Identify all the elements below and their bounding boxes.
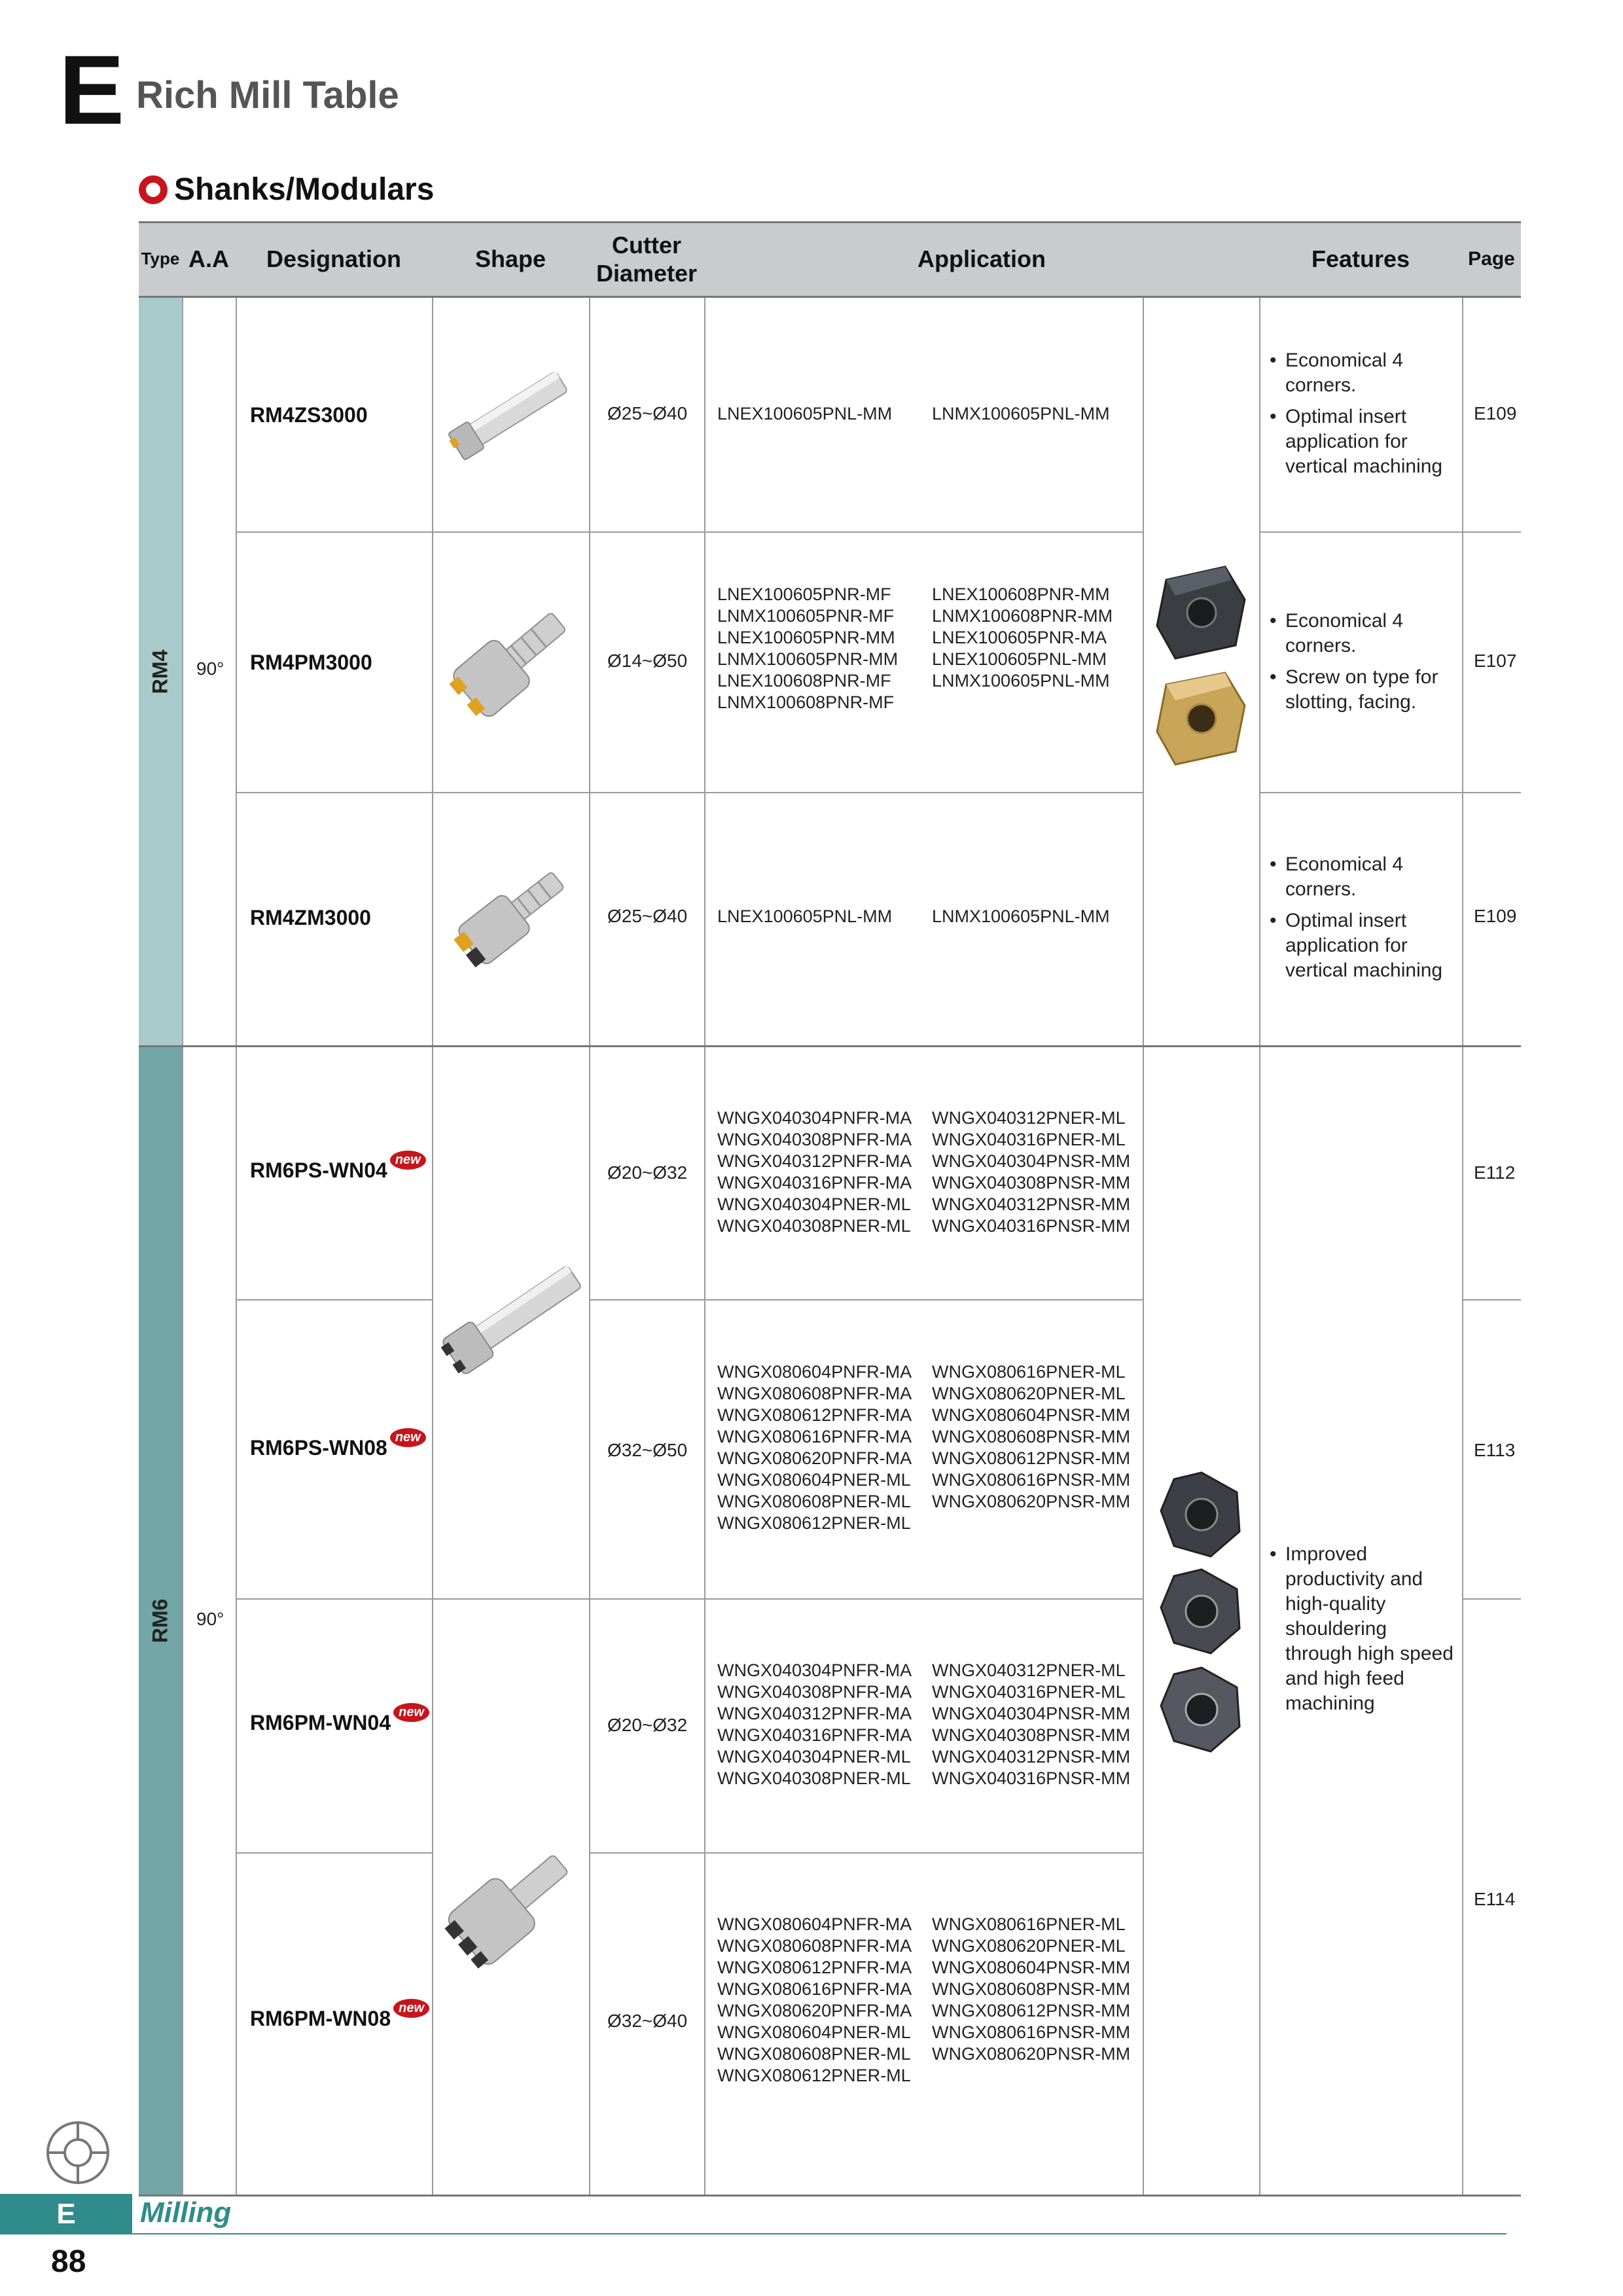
- designation-text: RM6PM-WN08: [250, 2007, 391, 2030]
- diameter-rm6ps-wn08: Ø32~Ø50: [607, 1440, 688, 1460]
- application-col2-rm4zm3000: LNMX100605PNL-MM: [932, 906, 1110, 926]
- features-rm4zm3000: [1270, 852, 1457, 990]
- header-application: Application: [704, 223, 1259, 296]
- diameter-rm4zs3000: Ø25~Ø40: [607, 403, 688, 423]
- application-col2-rm6ps-wn04: WNGX040312PNER-ML WNGX040316PNER-ML WNGX040304PNSR-MM WNGX040308PNSR-MM WNGX040312PNSR-MM WNGX040316PNSR-MM: [932, 1108, 1131, 1236]
- designation-rm6ps-wn08: [250, 1430, 426, 1460]
- diameter-rm6pm-wn08: Ø32~Ø40: [607, 2011, 688, 2031]
- designation-rm6pm-wn04: [250, 1705, 429, 1735]
- features-rm6: [1270, 1542, 1457, 1723]
- header-designation: Designation: [236, 223, 432, 296]
- designation-rm6ps-wn04: [250, 1153, 426, 1183]
- feature-item: • Economical 4 corners.: [1270, 852, 1457, 902]
- insert-image-lnex: [1153, 560, 1251, 770]
- application-col1-rm4zs3000: LNEX100605PNL-MM: [717, 404, 893, 423]
- application-col2-rm4pm3000: LNEX100608PNR-MM LNMX100608PNR-MM LNEX100605PNR-MA LNEX100605PNL-MM LNMX100605PNL-MM: [932, 584, 1113, 691]
- chapter-title: Rich Mill Table: [136, 74, 399, 117]
- feature-item: • Economical 4 corners.: [1270, 348, 1457, 398]
- header-type: Type: [139, 223, 182, 296]
- chapter-letter: E: [59, 35, 125, 145]
- feature-item: • Optimal insert application for vertical machining: [1270, 908, 1457, 983]
- tool-image-rm4pm3000: [442, 589, 580, 733]
- designation-text: RM6PM-WN04: [250, 1711, 391, 1734]
- designation-rm4pm3000: RM4PM3000: [250, 651, 372, 674]
- application-col2-rm6ps-wn08: WNGX080616PNER-ML WNGX080620PNER-ML WNGX080604PNSR-MM WNGX080608PNSR-MM WNGX080612PNSR-MM WNGX080616PNSR-MM WNGX080620PNSR-MM: [932, 1362, 1131, 1511]
- application-col2-rm4zs3000: LNMX100605PNL-MM: [932, 404, 1110, 423]
- insert-image-wngx: [1154, 1466, 1253, 1767]
- tool-image-rm4zs3000: [440, 353, 584, 471]
- application-col2-rm6pm-wn08: WNGX080616PNER-ML WNGX080620PNER-ML WNGX080604PNSR-MM WNGX080608PNSR-MM WNGX080612PNSR-MM WNGX080616PNSR-MM WNGX080620PNSR-MM: [932, 1914, 1131, 2064]
- tool-image-rm6ps: [437, 1257, 588, 1381]
- header-features: Features: [1259, 223, 1462, 296]
- diameter-rm4pm3000: Ø14~Ø50: [607, 651, 688, 671]
- designation-text: RM6PS-WN08: [250, 1436, 387, 1460]
- header-cutter-diameter: [589, 223, 704, 296]
- type-label-rm4: RM4: [148, 649, 172, 694]
- new-badge: new: [393, 1999, 429, 2018]
- diameter-rm6ps-wn04: Ø20~Ø32: [607, 1162, 688, 1183]
- type-label-rm6: RM6: [148, 1598, 172, 1643]
- header-page: Page: [1462, 223, 1521, 296]
- page-ref-rm4pm3000: E107: [1474, 651, 1517, 671]
- diameter-rm6pm-wn04: Ø20~Ø32: [607, 1715, 688, 1735]
- feature-item: • Optimal insert application for vertical machining: [1270, 404, 1457, 479]
- tool-image-rm6pm: [440, 1833, 584, 1977]
- page-ref-rm6ps-wn04: E112: [1474, 1162, 1516, 1183]
- section-bullet-icon: [139, 175, 168, 204]
- type-band-rm6: [139, 1047, 182, 2195]
- application-col1-rm6pm-wn04: WNGX040304PNFR-MA WNGX040308PNFR-MA WNGX040312PNFR-MA WNGX040316PNFR-MA WNGX040304PNER-ML WNGX040308PNER-ML: [717, 1660, 912, 1788]
- footer-tab: E: [0, 2194, 132, 2234]
- application-col2-rm6pm-wn04: WNGX040312PNER-ML WNGX040316PNER-ML WNGX040304PNSR-MM WNGX040308PNSR-MM WNGX040312PNSR-MM WNGX040316PNSR-MM: [932, 1660, 1131, 1788]
- milling-cutter-icon: [42, 2117, 114, 2189]
- application-col1-rm4pm3000: LNEX100605PNR-MF LNMX100605PNR-MF LNEX100605PNR-MM LNMX100605PNR-MM LNEX100608PNR-MF LNMX100608PNR-MF: [717, 584, 899, 712]
- tool-image-rm4zm3000: [442, 851, 580, 982]
- new-badge: new: [390, 1151, 426, 1170]
- feature-item: • Screw on type for slotting, facing.: [1270, 665, 1457, 715]
- features-rm4zs3000: [1270, 348, 1457, 486]
- new-badge: new: [393, 1703, 429, 1722]
- application-col1-rm6ps-wn08: WNGX080604PNFR-MA WNGX080608PNFR-MA WNGX080612PNFR-MA WNGX080616PNFR-MA WNGX080620PNFR-MA WNGX080604PNER-ML WNGX080608PNER-ML WNGX080612PNER-ML: [717, 1362, 912, 1533]
- feature-item: • Improved productivity and high-quality shouldering through high speed and high feed machining: [1270, 1542, 1457, 1716]
- page-ref-rm4zm3000: E109: [1474, 906, 1517, 926]
- header-aa: A.A: [182, 223, 236, 296]
- page-ref-rm6ps-wn08: E113: [1474, 1440, 1516, 1460]
- application-col1-rm4zm3000: LNEX100605PNL-MM: [717, 906, 893, 926]
- designation-rm4zs3000: RM4ZS3000: [250, 403, 368, 427]
- designation-text: RM6PS-WN04: [250, 1158, 387, 1182]
- new-badge: new: [390, 1428, 426, 1447]
- section-title: Shanks/Modulars: [174, 172, 435, 207]
- type-band-rm4: [139, 298, 182, 1045]
- aa-rm6: 90°: [196, 1609, 224, 1629]
- footer-rule: [132, 2233, 1507, 2234]
- features-rm4pm3000: [1270, 609, 1457, 721]
- application-col1-rm6pm-wn08: WNGX080604PNFR-MA WNGX080608PNFR-MA WNGX080612PNFR-MA WNGX080616PNFR-MA WNGX080620PNFR-MA WNGX080604PNER-ML WNGX080608PNER-ML WNGX080612PNER-ML: [717, 1914, 912, 2085]
- header-cutter-line2: Diameter: [596, 260, 698, 287]
- page-ref-rm4zs3000: E109: [1474, 403, 1517, 423]
- header-cutter-line1: Cutter: [612, 231, 681, 259]
- designation-rm4zm3000: RM4ZM3000: [250, 906, 371, 929]
- designation-rm6pm-wn08: [250, 2001, 429, 2031]
- header-shape: Shape: [432, 223, 589, 296]
- page-ref-rm6pm: E114: [1474, 1889, 1516, 1909]
- aa-rm4: 90°: [196, 658, 224, 679]
- application-col1-rm6ps-wn04: WNGX040304PNFR-MA WNGX040308PNFR-MA WNGX040312PNFR-MA WNGX040316PNFR-MA WNGX040304PNER-ML WNGX040308PNER-ML: [717, 1108, 912, 1236]
- feature-item: • Economical 4 corners.: [1270, 609, 1457, 658]
- page-number: 88: [51, 2244, 86, 2279]
- diameter-rm4zm3000: Ø25~Ø40: [607, 906, 688, 926]
- footer-section-label: Milling: [140, 2197, 232, 2229]
